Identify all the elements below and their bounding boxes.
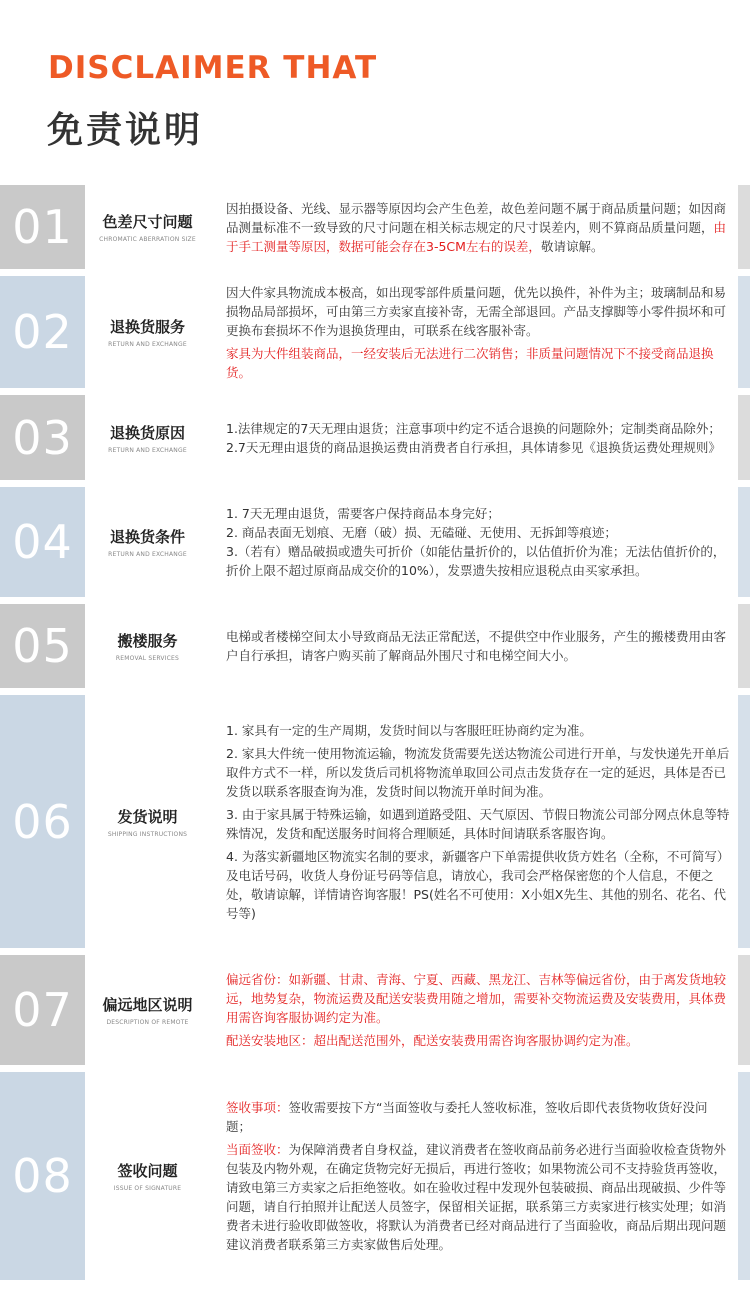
section-label: [85, 185, 210, 269]
red-notice: 偏远省份：如新疆、甘肃、青海、宁夏、西藏、黑龙江、吉林等偏远省份，由于离发货地较远，地势复杂，物流运费及配送安装费用随之增加，需要补交物流运费及安装费用，具体费用需咨询客服协调约定为准。: [226, 972, 727, 1025]
paragraph: 1.法律规定的7天无理由退货；注意事项中约定不适合退换的问题除外；定制类商品除外；: [226, 420, 721, 436]
section-label: [85, 1072, 210, 1280]
section-content: [212, 185, 738, 269]
section-subtitle: DESCRIPTION OF REMOTE: [106, 1019, 189, 1026]
section-subtitle: RETURN AND EXCHANGE: [108, 341, 187, 348]
section-08: [0, 1072, 750, 1280]
item-label: 当面签收：: [226, 1142, 289, 1157]
section-label: [85, 955, 210, 1065]
section-content: [212, 487, 738, 597]
section-label: [85, 487, 210, 597]
section-03: [0, 395, 750, 480]
section-content: [212, 604, 738, 688]
paragraph: 4. 为落实新疆地区物流实名制的要求，新疆客户下单需提供收货方姓名（全称，不可简写）及电话号码，收货人身份证号码等信息，请放心，我司会严格保密您的个人信息，不便之处，敬请谅解，详情请咨询客服！PS(姓名不可使用：X小姐X先生、其他的别名、花名、代号等): [226, 848, 730, 921]
section-content: [212, 395, 738, 480]
section-title: 退换货条件: [109, 528, 185, 546]
paragraph: 2. 家具大件统一使用物流运输，物流发货需要先送达物流公司进行开单，与发快递先开单后取件方式不一样，所以发货后司机将物流单取回公司点击发货存在一定的延迟，具体是否已发货以联系客服查询为准，发货时间以物流开单时间为准。: [226, 745, 730, 799]
section-07: [0, 955, 750, 1065]
paragraph: 2. 商品表面无划痕、无磨（破）损、无磕碰、无使用、无拆卸等痕迹；: [226, 525, 617, 540]
section-label: [85, 604, 210, 688]
section-subtitle: RETURN AND EXCHANGE: [108, 446, 187, 454]
section-number: 06: [0, 695, 85, 948]
paragraph: 3. 由于家具属于特殊运输，如遇到道路受阻、天气原因、节假日物流公司部分网点休息等特殊情况，发货和配送服务时间将合理顺延，具体时间请联系客服咨询。: [226, 806, 730, 841]
paragraph: 当面签收：为保障消费者自身权益，建议消费者在签收商品前务必进行当面验收检查货物外包装及内物外观，在确定货物完好无损后，再进行签收；如果物流公司不支持验货再签收，请致电第三方卖家之后拒绝签收。如在验收过程中发现外包装破损、商品出现破损、少件等问题，请自行拍照并让配送人员签字，保留相关证据，联系第三方卖家进行核实处理；如消费者未进行验收即做签收，将默认为消费者已经对商品进行了当面验收，商品后期出现问题建议消费者联系第三方卖家做售后处理。: [226, 1142, 727, 1252]
section-05: [0, 604, 750, 688]
section-title: 退换货原因: [109, 423, 185, 442]
section-number: 07: [0, 955, 85, 1065]
section-number: 05: [0, 604, 85, 688]
side-bar: [738, 1072, 750, 1280]
side-bar: [738, 604, 750, 688]
section-title: 偏远地区说明: [102, 996, 193, 1014]
paragraph: 签收事项：签收需要按下方“当面签收与委托人签收标准，签收后即代表货物收货好没问题；: [226, 1100, 708, 1134]
section-content: [212, 1072, 738, 1280]
paragraph: 因大件家具物流成本极高，如出现零部件质量问题，优先以换件，补件为主；玻璃制品和易损物品局部损坏，可由第三方卖家直接补寄，无需全部退回。产品支撑脚等小零件损坏和可更换布套损坏不作为退换货理由，可联系在线客服补寄。: [226, 284, 727, 338]
side-bar: [738, 487, 750, 597]
section-number: 03: [0, 395, 85, 480]
section-number: 08: [0, 1072, 85, 1280]
section-number: 01: [0, 185, 85, 269]
side-bar: [738, 276, 750, 388]
header: [0, 0, 750, 180]
paragraph: 电梯或者楼梯空间太小导致商品无法正常配送，不提供空中作业服务，产生的搬楼费用由客户自行承担，请客户购买前了解商品外围尺寸和电梯空间大小。: [226, 629, 727, 663]
section-subtitle: ISSUE OF SIGNATURE: [113, 1185, 182, 1192]
red-notice: 家具为大件组装商品，一经安装后无法进行二次销售；非质量问题情况下不接受商品退换货。: [226, 345, 714, 380]
english-title: DISCLAIMER THAT: [48, 50, 378, 86]
side-bar: [738, 695, 750, 948]
paragraph: 1. 家具有一定的生产周期，发货时间以与客服旺旺协商约定为准。: [226, 722, 592, 738]
side-bar: [738, 185, 750, 269]
paragraph: 1. 7天无理由退货，需要客户保持商品本身完好；: [226, 506, 500, 521]
paragraph: 3.（若有）赠品破损或遗失可折价（如能估量折价的，以估值折价为准；无法估值折价的，折价上限不超过原商品成交价的10%），发票遗失按相应退税点由买家承担。: [226, 544, 726, 578]
section-06: [0, 695, 750, 948]
section-number: 04: [0, 487, 85, 597]
red-notice: 配送安装地区：超出配送范围外，配送安装费用需咨询客服协调约定为准。: [226, 1033, 639, 1048]
paragraph: 2.7天无理由退货的商品退换运费由消费者自行承担，具体请参见《退换货运费处理规则》: [226, 439, 721, 455]
side-bar: [738, 955, 750, 1065]
section-subtitle: RETURN AND EXCHANGE: [108, 551, 187, 558]
section-title: 发货说明: [117, 807, 178, 826]
section-content: [212, 276, 738, 388]
section-title: 退换货服务: [109, 318, 185, 336]
red-notice: 由于手工测量等原因，数据可能会存在3-5CM左右的误差，: [226, 219, 727, 254]
section-subtitle: SHIPPING INSTRUCTIONS: [107, 830, 188, 838]
section-content: [212, 695, 738, 948]
section-label: [85, 695, 210, 948]
section-02: [0, 276, 750, 388]
side-bar: [738, 395, 750, 480]
section-label: [85, 276, 210, 388]
paragraph: 因拍摄设备、光线、显示器等原因均会产生色差，故色差问题不属于商品质量问题；如因商品测量标准不一致导致的尺寸问题在相关标志规定的尺寸误差内，则不算商品质量问题，由于手工测量等原因，数据可能会存在3-5CM左右的误差，敬请谅解。: [226, 200, 727, 254]
chinese-title: 免责说明: [47, 109, 204, 151]
section-04: [0, 487, 750, 597]
section-subtitle: REMOVAL SERVICES: [115, 655, 180, 662]
section-title: 搬楼服务: [117, 632, 178, 650]
section-number: 02: [0, 276, 85, 388]
item-label: 签收事项：: [226, 1100, 289, 1115]
section-title: 色差尺寸问题: [102, 213, 193, 231]
section-title: 签收问题: [117, 1162, 178, 1180]
section-subtitle: CHROMATIC ABERRATION SIZE: [99, 236, 196, 243]
section-01: [0, 185, 750, 269]
section-content: [212, 955, 738, 1065]
section-label: [85, 395, 210, 480]
